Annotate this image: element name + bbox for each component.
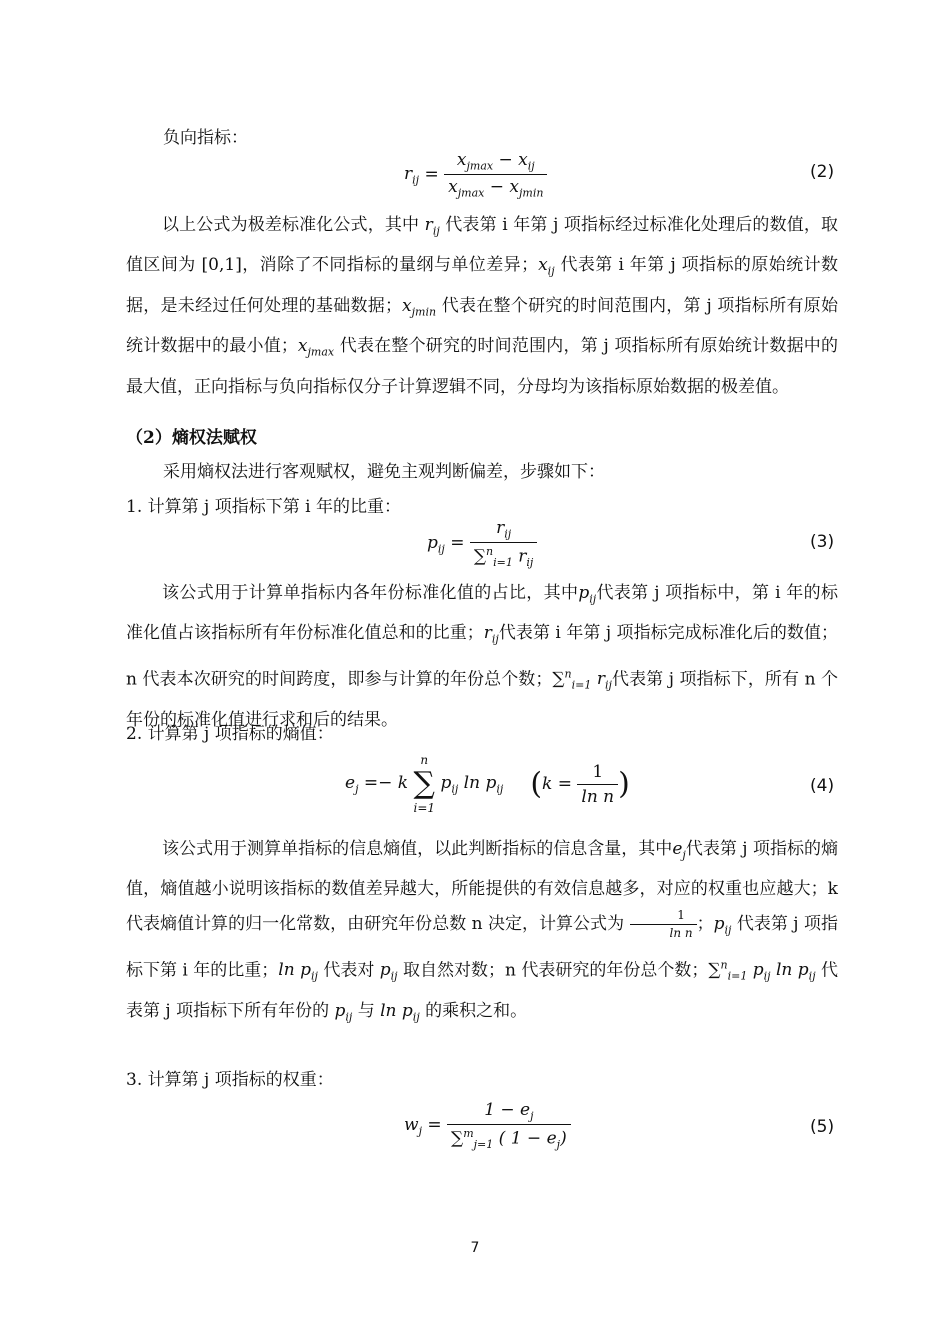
equation-5: $w_j$ = $\frac{1 - e_j}{\sum^m_{j=1} ( 1 - e_j)}$ <box>404 1100 571 1151</box>
equation-number-3: (3) <box>810 532 835 552</box>
section-heading-entropy: （2）熵权法赋权 <box>126 428 257 448</box>
step-3-label: 3. 计算第 j 项指标的权重： <box>126 1070 334 1090</box>
equation-number-5: (5) <box>810 1117 835 1137</box>
paragraph-entropy: 该公式用于测算单指标的信息熵值，以此判断指标的信息含量，其中$e_j$代表第 j 项指标的熵值，熵值越小说明该指标的数值差异越大，所能提供的有效信息越多，对应的权重也应越大；k 代表熵值计算的归一化常数，由研究年份总数 n 决定，计算公式为 $\frac{1}{\text{ln n}}$ ；$p_{ij}$ 代表第 j 项指标下第 i 年的比重；$\ln p_{ij}$ 代表对 $p_{ij}$ 取自然对数；n 代表研究的年份总个数；∑$^n_{i=1}$ $p_{ij}$ $\ln p_{ij}$ 代表第 j 项指标下所有年份的 $p_{ij}$ 与 $\ln p_{ij}$ 的乘积之和。 <box>126 839 839 1024</box>
paragraph-standardization: 以上公式为极差标准化公式，其中 $r_{ij}$ 代表第 i 年第 j 项指标经过标准化处理后的数值，取值区间为 [0,1]，消除了不同指标的量纲与单位差异；$x_{ij}$ 代表第 i 年第 j 项指标的原始统计数据，是未经过任何处理的基础数据；$x_{jmin}$ 代表在整个研究的时间范围内，第 j 项指标所有原始统计数据中的最小值；$x_{jmax}$ 代表在整个研究的时间范围内，第 j 项指标所有原始统计数据中的最大值，正向指标与负向指标仅分子计算逻辑不同，分母均为该指标原始数据的极差值。 <box>126 215 839 397</box>
step-2-label: 2. 计算第 j 项指标的熵值： <box>126 724 334 744</box>
paragraph-proportion: 该公式用于计算单指标内各年份标准化值的占比，其中$p_{ij}$代表第 j 项指标中，第 i 年的标准化值占该指标所有年份标准化值总和的比重；$r_{ij}$代表第 i 年第 j 项指标完成标准化后的数值；n 代表本次研究的时间跨度，即参与计算的年份总个数；∑$^n_{i=1}$ $r_{ij}$代表第 j 项指标下，所有 n 个年份的标准化值进行求和后的结果。 <box>126 583 839 730</box>
page-number: 7 <box>470 1240 480 1256</box>
equation-number-4: (4) <box>810 776 835 796</box>
entropy-intro: 采用熵权法进行客观赋权，避免主观判断偏差，步骤如下： <box>163 462 605 482</box>
equation-2: $r_{ij}$ = $\frac{x_{jmax} - x_{ij}}{x_{jmax} - x_{jmin}}$ <box>404 150 547 200</box>
equation-number-2: (2) <box>810 162 835 182</box>
equation-3: $p_{ij}$ = $\frac{r_{ij}}{\sum^n_{i=1} r_{ij}}$ <box>427 518 537 569</box>
step-1-label: 1. 计算第 j 项指标下第 i 年的比重： <box>126 497 401 517</box>
equation-4: $e_j =- k$ n ∑ i=1 $p_{ij}$ $\ln p_{ij}$ (k = $\frac{1}{\text{ln n}}$ ) <box>345 753 630 815</box>
negative-indicator-label: 负向指标： <box>163 128 248 148</box>
